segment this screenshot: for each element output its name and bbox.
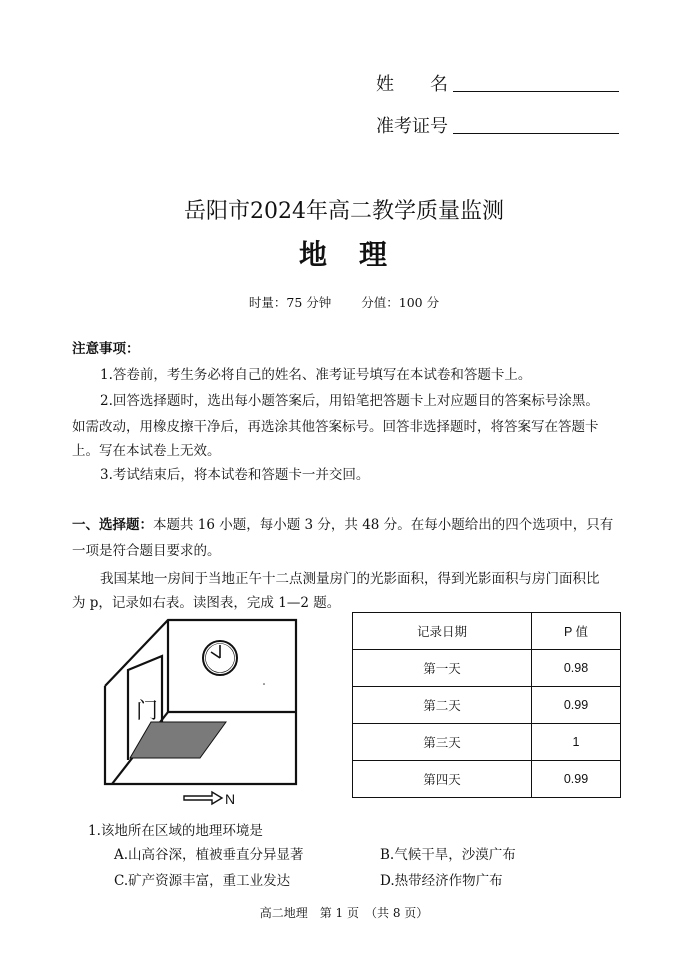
notice-item-2-line-3: 上。写在本试卷上无效。	[72, 443, 221, 459]
table-header-date: 记录日期	[353, 613, 532, 650]
notice-item-2-line-2: 如需改动，用橡皮擦干净后，再选涂其他答案标号。回答非选择题时，将答案写在答题卡	[72, 419, 599, 435]
room-outer-frame	[105, 620, 296, 784]
page-footer: 高二地理 第 1 页 （共 8 页）	[259, 906, 429, 920]
door-label: 门	[136, 699, 159, 724]
north-label: N	[225, 791, 236, 807]
notice-item-2-line-1: 2.回答选择题时，选出每小题答案后，用铅笔把答题卡上对应题目的答案标号涂黑。	[100, 393, 599, 409]
exam-id-field-line[interactable]	[453, 133, 619, 134]
north-arrow-icon	[184, 792, 222, 804]
table-cell-p: 1	[532, 724, 621, 761]
clock-icon	[203, 641, 237, 675]
table-cell-date: 第四天	[353, 761, 532, 798]
section1-heading: 一、选择题：	[72, 517, 153, 533]
notice-heading: 注意事项：	[72, 341, 140, 357]
option-c[interactable]: C.矿产资源丰富，重工业发达	[114, 873, 291, 889]
stem-line-2: 为 p，记录如右表。读图表，完成 1—2 题。	[72, 595, 341, 611]
light-shadow-area	[130, 722, 226, 758]
name-field-line[interactable]	[453, 91, 619, 92]
name-label: 姓 名	[376, 74, 448, 95]
room-figure	[98, 612, 308, 812]
exam-title: 岳阳市2024年高二教学质量监测	[184, 199, 504, 224]
time-limit: 时量：75 分钟	[248, 295, 332, 310]
table-cell-p: 0.99	[532, 761, 621, 798]
section1-intro	[72, 512, 613, 538]
option-b[interactable]: B.气候干旱，沙漠广布	[380, 847, 516, 863]
exam-meta	[0, 293, 688, 311]
question-1-stem: 1.该地所在区域的地理环境是	[88, 823, 263, 839]
table-row	[353, 761, 621, 798]
table-row	[353, 650, 621, 687]
table-cell-date: 第二天	[353, 687, 532, 724]
section1-desc-line-2: 一项是符合题目要求的。	[72, 543, 221, 559]
exam-id-label: 准考证号	[376, 116, 448, 137]
table-row	[353, 724, 621, 761]
option-a[interactable]: A.山高谷深，植被垂直分异显著	[114, 847, 304, 863]
stem-line-1: 我国某地一房间于当地正午十二点测量房门的光影面积，得到光影面积与房门面积比	[100, 571, 600, 587]
notice-item-3: 3.考试结束后，将本试卷和答题卡一并交回。	[100, 467, 370, 483]
option-d[interactable]: D.热带经济作物广布	[380, 873, 503, 889]
table-row	[353, 687, 621, 724]
table-header-row	[353, 613, 621, 650]
total-score: 分值：100 分	[361, 295, 440, 310]
notice-item-1: 1.答卷前，考生务必将自己的姓名、准考证号填写在本试卷和答题卡上。	[100, 367, 532, 383]
table-cell-p: 0.98	[532, 650, 621, 687]
table-header-p: P 值	[532, 613, 621, 650]
subject-title: 地 理	[298, 238, 389, 271]
table-cell-date: 第一天	[353, 650, 532, 687]
section1-desc-line-1: 本题共 16 小题，每小题 3 分，共 48 分。在每小题给出的四个选项中，只有	[153, 517, 614, 533]
record-table	[352, 612, 621, 798]
table-cell-p: 0.99	[532, 687, 621, 724]
table-cell-date: 第三天	[353, 724, 532, 761]
